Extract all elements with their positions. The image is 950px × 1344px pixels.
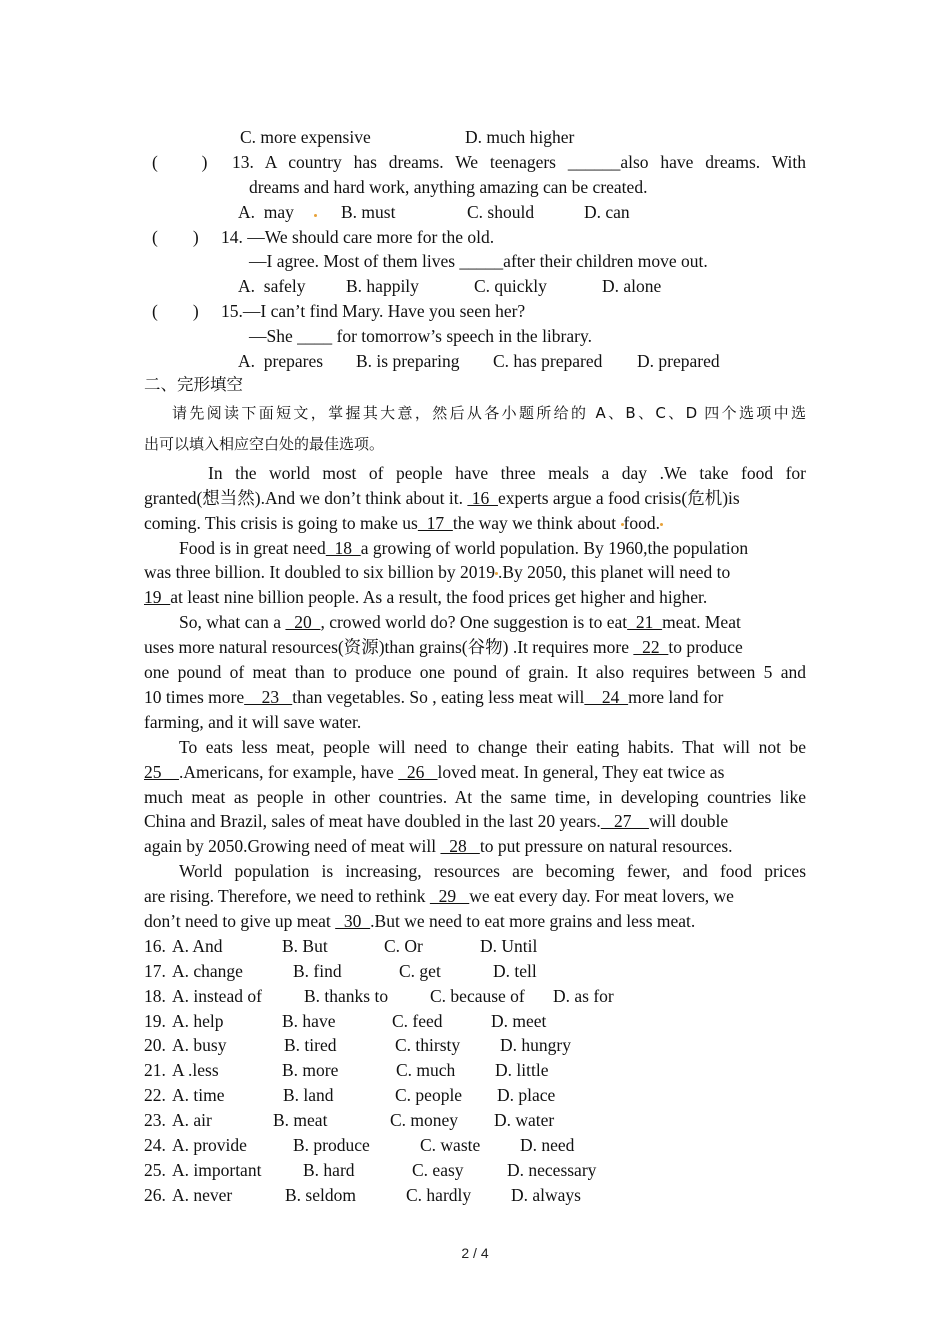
q13-option-d: D. can — [584, 202, 630, 222]
blank-20[interactable]: 20 — [285, 612, 321, 632]
option-c[interactable]: C. hardly — [406, 1185, 472, 1205]
q15-stem: 15.—I can’t find Mary. Have you seen her? — [221, 301, 526, 321]
mark-dot — [660, 523, 663, 526]
option-a[interactable]: A. change — [172, 961, 243, 981]
option-c[interactable]: C. people — [395, 1085, 463, 1105]
instruction-line-2: 出可以填入相应空白处的最佳选项。 — [144, 435, 385, 453]
q15-stem-cont: —She ____ for tomorrow’s speech in the library. — [249, 326, 592, 346]
passage-line: again by 2050.Growing need of meat will 28 to put pressure on natural resources. — [144, 836, 733, 856]
option-b[interactable]: B. more — [282, 1060, 339, 1080]
option-number: 20. — [144, 1035, 166, 1055]
blank-25[interactable]: 25 — [144, 762, 179, 782]
blank-16[interactable]: 16 — [467, 488, 498, 508]
option-d[interactable]: D. necessary — [507, 1160, 597, 1180]
q15-option-c: C. has prepared — [493, 351, 603, 371]
q14-answer-paren[interactable]: ( ) — [152, 227, 199, 247]
option-a[interactable]: A. never — [172, 1185, 233, 1205]
q12-option-c: C. more expensive — [240, 127, 371, 147]
option-b[interactable]: B. But — [282, 936, 328, 956]
option-number: 26. — [144, 1185, 166, 1205]
passage-line: 25 .Americans, for example, have 26 loved meat. In general, They eat twice as — [144, 762, 725, 782]
option-a[interactable]: A. time — [172, 1085, 225, 1105]
passage-line: one pound of meat than to produce one pound of grain. It also requires between 5 and — [144, 662, 806, 682]
option-d[interactable]: D. as for — [553, 986, 614, 1006]
blank-17[interactable]: 17 — [417, 513, 453, 533]
passage-line: much meat as people in other countries. At the same time, in developing countries like — [144, 787, 806, 807]
page-number: 2 / 4 — [461, 1245, 489, 1261]
blank-29[interactable]: 29 — [429, 886, 470, 906]
option-number: 17. — [144, 961, 166, 981]
option-number: 19. — [144, 1011, 166, 1031]
q13-option-b: B. must — [341, 202, 396, 222]
blank-23[interactable]: 23 — [244, 687, 293, 707]
option-number: 16. — [144, 936, 166, 956]
passage-line: was three billion. It doubled to six billion by 2019 .By 2050, this planet will need to — [144, 562, 731, 582]
passage-line: granted(想当然).And we don’t think about it. 16 experts argue a food crisis(危机)is — [144, 488, 740, 508]
passage-line: World population is increasing, resources are becoming fewer, and food prices — [179, 861, 806, 881]
option-d[interactable]: D. Until — [480, 936, 538, 956]
option-b[interactable]: B. land — [283, 1085, 334, 1105]
q14-option-d: D. alone — [602, 276, 662, 296]
option-c[interactable]: C. get — [399, 961, 441, 981]
q14-option-b: B. happily — [346, 276, 419, 296]
option-c[interactable]: C. Or — [384, 936, 423, 956]
option-c[interactable]: C. because of — [430, 986, 525, 1006]
blank-18[interactable]: 18 — [325, 538, 361, 558]
option-c[interactable]: C. much — [396, 1060, 456, 1080]
q13-stem-cont: dreams and hard work, anything amazing can be created. — [249, 177, 648, 197]
passage-line: 19 at least nine billion people. As a result, the food prices get higher and higher. — [144, 587, 708, 607]
option-b[interactable]: B. hard — [303, 1160, 355, 1180]
q13-answer-paren[interactable]: ( ) — [152, 152, 208, 172]
passage-line: So, what can a 20 , crowed world do? One suggestion is to eat 21 meat. Meat — [179, 612, 741, 632]
passage-line: To eats less meat, people will need to change their eating habits. That will not be — [179, 737, 806, 757]
option-a[interactable]: A. provide — [172, 1135, 247, 1155]
option-b[interactable]: B. meat — [273, 1110, 328, 1130]
passage-line: 10 times more 23 than vegetables. So , eating less meat will 24 more land for — [144, 687, 724, 707]
option-a[interactable]: A. And — [172, 936, 223, 956]
option-b[interactable]: B. thanks to — [304, 986, 389, 1006]
option-d[interactable]: D. tell — [493, 961, 537, 981]
option-a[interactable]: A. instead of — [172, 986, 262, 1006]
passage-line: Food is in great need 18 a growing of world population. By 1960,the population — [179, 538, 749, 558]
blank-27[interactable]: 27 — [600, 811, 649, 831]
option-number: 18. — [144, 986, 166, 1006]
option-b[interactable]: B. tired — [284, 1035, 337, 1055]
option-b[interactable]: B. have — [282, 1011, 336, 1031]
blank-19[interactable]: 19 — [144, 587, 171, 607]
option-number: 21. — [144, 1060, 166, 1080]
option-number: 22. — [144, 1085, 166, 1105]
q13-option-a: A. may — [238, 202, 294, 222]
option-c[interactable]: C. easy — [412, 1160, 464, 1180]
option-c[interactable]: C. feed — [392, 1011, 443, 1031]
option-d[interactable]: D. need — [520, 1135, 575, 1155]
passage-line: coming. This crisis is going to make us 17 the way we think about food. — [144, 511, 663, 535]
blank-22[interactable]: 22 — [633, 637, 669, 657]
option-d[interactable]: D. always — [511, 1185, 581, 1205]
option-b[interactable]: B. find — [293, 961, 342, 981]
section-heading: 二、完形填空 — [144, 375, 243, 394]
q14-option-c: C. quickly — [474, 276, 547, 296]
q13-option-c: C. should — [467, 202, 535, 222]
passage-line: are rising. Therefore, we need to rethink 29 we eat every day. For meat lovers, we — [144, 886, 734, 906]
blank-26[interactable]: 26 — [398, 762, 438, 782]
option-a[interactable]: A. air — [172, 1110, 212, 1130]
option-b[interactable]: B. seldom — [285, 1185, 356, 1205]
q13-stem: 13. A country has dreams. We teenagers ______also have dreams. With — [232, 152, 806, 172]
blank-24[interactable]: 24 — [584, 687, 629, 707]
option-d[interactable]: D. little — [495, 1060, 549, 1080]
option-c[interactable]: C. thirsty — [395, 1035, 461, 1055]
instruction-line-1: 请先阅读下面短文，掌握其大意，然后从各小题所给的 A、B、C、D 四个选项中选 — [172, 404, 806, 422]
option-d[interactable]: D. place — [497, 1085, 556, 1105]
option-a[interactable]: A. help — [172, 1011, 224, 1031]
q14-stem-cont: —I agree. Most of them lives _____after their children move out. — [249, 251, 708, 271]
passage-line: China and Brazil, sales of meat have doubled in the last 20 years. 27 will double — [144, 811, 729, 831]
blank-30[interactable]: 30 — [335, 911, 371, 931]
passage-line: don’t need to give up meat 30 .But we need to eat more grains and less meat. — [144, 911, 696, 931]
option-a[interactable]: A. important — [172, 1160, 262, 1180]
passage-line: farming, and it will save water. — [144, 712, 362, 732]
option-number: 24. — [144, 1135, 166, 1155]
passage-line: uses more natural resources(资源)than grains(谷物) .It requires more 22 to produce — [144, 637, 743, 657]
blank-21[interactable]: 21 — [627, 612, 663, 632]
option-c[interactable]: C. waste — [420, 1135, 481, 1155]
option-d[interactable]: D. meet — [491, 1011, 547, 1031]
option-d[interactable]: D. hungry — [500, 1035, 571, 1055]
option-b[interactable]: B. produce — [293, 1135, 370, 1155]
q14-stem: 14. —We should care more for the old. — [221, 227, 495, 247]
option-number: 25. — [144, 1160, 166, 1180]
passage-line: In the world most of people have three meals a day .We take food for — [208, 463, 806, 483]
option-a[interactable]: A .less — [172, 1060, 219, 1080]
option-c[interactable]: C. money — [390, 1110, 459, 1130]
q15-option-a: A. prepares — [238, 351, 324, 371]
q15-option-d: D. prepared — [637, 351, 720, 371]
option-number: 23. — [144, 1110, 166, 1130]
blank-28[interactable]: 28 — [440, 836, 480, 856]
option-a[interactable]: A. busy — [172, 1035, 227, 1055]
q15-answer-paren[interactable]: ( ) — [152, 301, 199, 321]
option-d[interactable]: D. water — [494, 1110, 555, 1130]
q12-option-d: D. much higher — [465, 127, 575, 147]
mark-dot — [314, 214, 317, 217]
q15-option-b: B. is preparing — [356, 351, 460, 371]
q14-option-a: A. safely — [238, 276, 306, 296]
